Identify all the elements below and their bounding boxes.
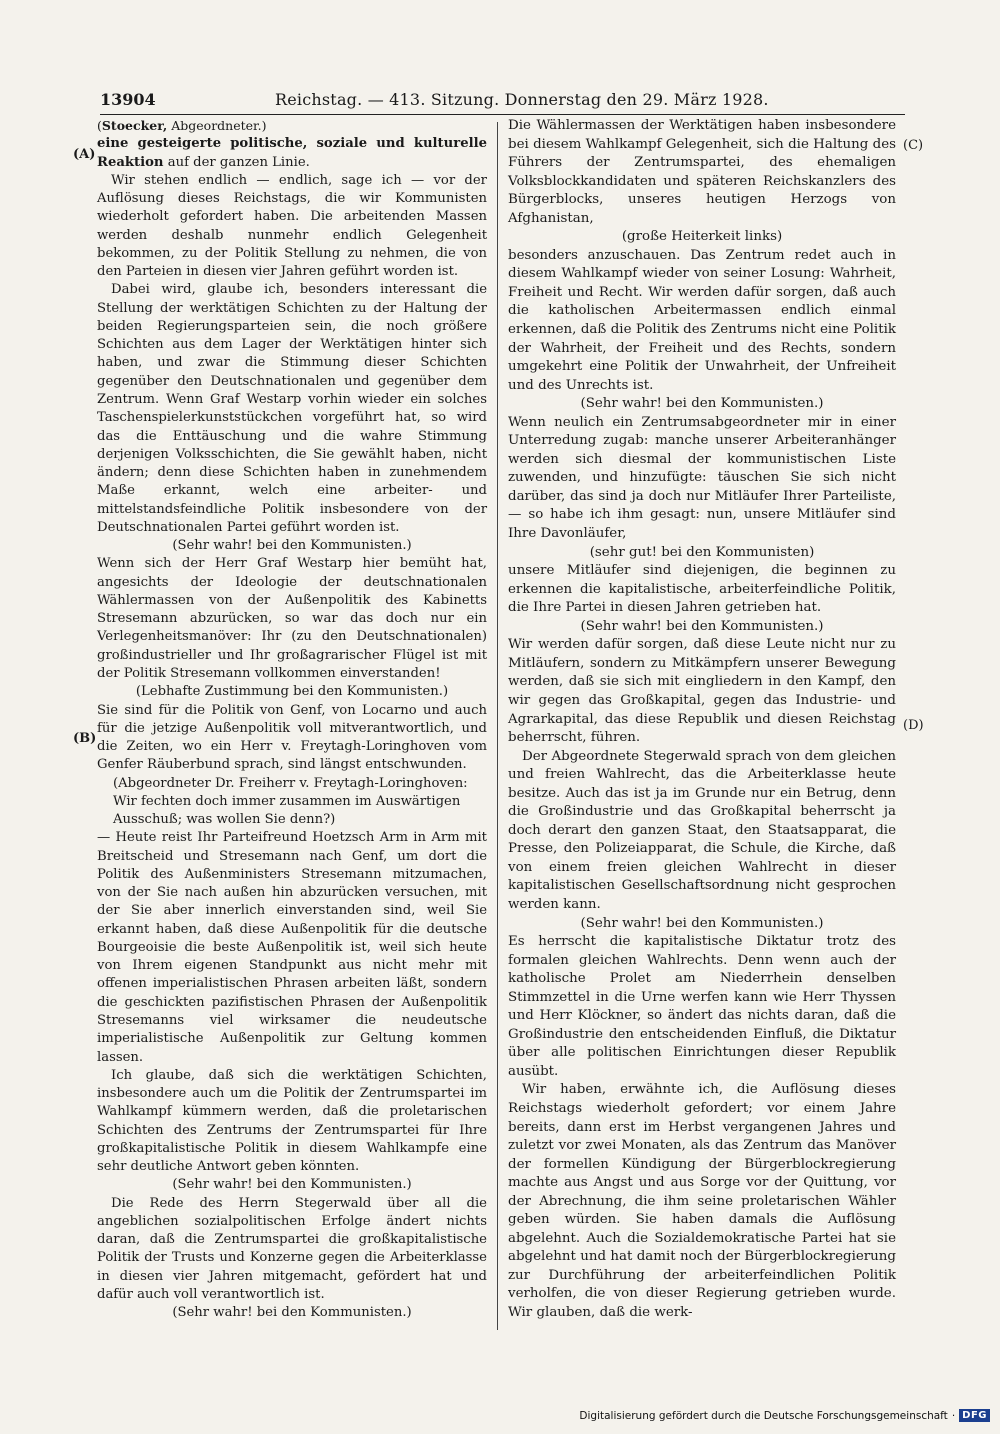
digitization-credit xyxy=(579,1409,990,1422)
margin-mark-b: (B) xyxy=(73,731,97,746)
page-number: 13904 xyxy=(100,90,156,109)
dfg-logo: DFG xyxy=(959,1409,990,1422)
interjection: (Sehr wahr! bei den Kommunisten.) xyxy=(580,618,824,634)
paragraph: Sie sind für die Politik von Genf, von Locarno und auch für die jetzige Außenpolitik voll mitverantwortlich, und die Zeiten, wo ein Herr v. Freytagh-Loringhoven vom Genfer Räuberbund sprach, sind längst entschwunden. xyxy=(97,702,487,773)
paragraph: Wenn sich der Herr Graf Westarp hier bemüht hat, angesichts der Ideologie der deutschnationalen Wählermassen von der Außenpolitik des Kabinetts Stresemann abzurücken, so war das doch nur ein Verlegenheitsmanöver: Ihr (zu den Deutschnationalen) großindustrieller und Ihr großagrarischer Flügel ist mit der Politik Stresemann vollkommen einverstanden! xyxy=(97,556,487,681)
margin-mark-a: (A) xyxy=(73,147,96,162)
interjection: (Abgeordneter Dr. Freiherr v. Freytagh-Loringhoven: Wir fechten doch immer zusammen im Auswärtigen Ausschuß; was wollen Sie denn?) xyxy=(113,775,468,828)
speaker-role: Abgeordneter. xyxy=(171,118,262,133)
paragraph xyxy=(97,135,487,172)
interjection: (Sehr wahr! bei den Kommunisten.) xyxy=(172,1177,412,1193)
paragraph: Es herrscht die kapitalistische Diktatur trotz des formalen gleichen Wahlrechts. Denn wenn auch der katholische Prolet am Niederrhein denselben Stimmzettel in die Urne werfen kann wie Herr Thyssen und Herr Klöckner, so ändert das nichts daran, daß die Großindustrie den entscheidenden Einfluß, die Diktatur über alle politischen Einrichtungen dieser Republik ausübt. xyxy=(508,934,896,1079)
interjection: (Sehr wahr! bei den Kommunisten.) xyxy=(580,915,824,931)
paragraph: Wir werden dafür sorgen, daß diese Leute nicht nur zu Mitläufern, sondern zu Mitkämpfern unserer Bewegung werden, daß sie sich mit eingliedern in den Kampf, den wir gegen das Großkapital, gegen das Industrie- und Agrarkapital, das diese Republik und diesen Reichstag beherrscht, führen. xyxy=(508,637,896,746)
speaker-name: Stoecker, xyxy=(101,118,168,133)
paragraph-text: auf der ganzen Linie. xyxy=(167,154,310,170)
paragraph: Der Abgeordnete Stegerwald sprach von dem gleichen und freien Wahlrecht, das die Arbeiterklasse heute besitze. Auch das ist ja im Grunde nur ein Betrug, denn die Großindustrie und das Großkapital beherrscht ja doch derart den ganzen Staat, den Staatsapparat, die Presse, den Polizeiapparat, die Schule, die Kirche, daß von einem freien gleichen Wahlrecht in dieser kapitalistischen Gesellschaftsordnung nicht gesprochen werden kann. xyxy=(508,748,896,912)
running-header xyxy=(100,90,905,115)
right-column xyxy=(508,117,896,1323)
column-divider xyxy=(497,122,498,1330)
header-title: Reichstag. — 413. Sitzung. Donnerstag den 29. März 1928. xyxy=(275,90,769,109)
speaker-line: (Stoecker, Abgeordneter.) xyxy=(97,118,267,133)
interjection: (große Heiterkeit links) xyxy=(621,229,783,245)
paragraph: Wir haben, erwähnte ich, die Auflösung dieses Reichstags wiederholt gefordert; vor einem Jahre bereits, dann erst im Herbst vergangenen Jahres und zuletzt vor zwei Monaten, als das Zentrum das Manöver der formellen Kündigung der Bürgerblockregierung machte aus Angst und aus Sorge vor der Quittung, vor der Abrechnung, die ihm seine proletarischen Wähler geben würden. Sie haben damals die Auflösung abgelehnt. Auch die Sozialdemokratische Partei hat sie abgelehnt und hat damit noch der Bürgerblockregierung zur Durchführung der arbeiterfeindlichen Politik verholfen, die von dieser Regierung getrieben wurde. Wir glauben, daß die werk- xyxy=(508,1082,896,1320)
interjection: (sehr gut! bei den Kommunisten) xyxy=(589,544,815,560)
interjection: (Sehr wahr! bei den Kommunisten.) xyxy=(580,396,824,412)
margin-mark-d: (D) xyxy=(903,718,924,733)
paragraph: Wenn neulich ein Zentrumsabgeordneter mir in einer Unterredung zugab: manche unserer Arbeiteranhänger werden sich diesmal der kommunistischen Liste zuwenden, und hinzufügte: täuschen Sie sich nicht darüber, das sind ja doch nur Mitläufer Ihrer Parteiliste, — so habe ich ihm gesagt: nun, unsere Mitläufer sind Ihre Davonläufer, xyxy=(508,414,896,542)
separator-dot: · xyxy=(951,1409,956,1422)
emphasis-text: eine gesteigerte politische, soziale und kulturelle Reaktion xyxy=(97,136,487,170)
interjection: (Sehr wahr! bei den Kommunisten.) xyxy=(172,1305,412,1321)
interjection: (Sehr wahr! bei den Kommunisten.) xyxy=(172,538,412,554)
paragraph: besonders anzuschauen. Das Zentrum redet auch in diesem Wahlkampf wieder von seiner Losung: Wahrheit, Freiheit und Recht. Wir werden dafür sorgen, daß auch die katholischen Arbeitermassen endlich einmal erkennen, daß die Politik des Zentrums nicht eine Politik der Wahrheit, der Freiheit und des Rechts, sondern umgekehrt eine Politik der Unwahrheit, der Unfreiheit und des Unrechts ist. xyxy=(508,247,896,393)
paragraph: Die Wählermassen der Werktätigen haben insbesondere bei diesem Wahlkampf Gelegenheit, sich die Haltung des Führers der Zentrumspartei, des ehemaligen Volksblockkandidaten und späteren Reichskanzlers des Bürgerblocks, unseres heutigen Herzogs von Afghanistan, xyxy=(508,118,896,226)
paragraph: Die Rede des Herrn Stegerwald über all die angeblichen sozialpolitischen Erfolge ändert nichts daran, daß die Zentrumspartei die großkapitalistische Politik der Trusts und Konzerne gegen die Arbeiterklasse in diesen vier Jahren mitgemacht, gefördert hat und dafür auch voll verantwortlich ist. xyxy=(97,1195,487,1302)
credit-text: Digitalisierung gefördert durch die Deutsche Forschungsgemeinschaft xyxy=(579,1409,948,1422)
paragraph: Wir stehen endlich — endlich, sage ich — vor der Auflösung dieses Reichstags, die wir Kommunisten wiederholt gefordert haben. Die arbeitenden Massen werden deshalb nunmehr endlich Gelegenheit bekommen, zu der Politik Stellung zu nehmen, die von den Parteien in diesen vier Jahren geführt worden ist. xyxy=(97,172,487,280)
paragraph: Ich glaube, daß sich die werktätigen Schichten, insbesondere auch um die Politik der Zentrumspartei im Wahlkampf kümmern werden, daß die proletarischen Schichten des Zentrums der Zentrumspartei für Ihre großkapitalistische Politik in diesem Wahlkampfe eine sehr deutliche Antwort geben könnten. xyxy=(97,1067,487,1175)
paragraph: — Heute reist Ihr Parteifreund Hoetzsch Arm in Arm mit Breitscheid und Stresemann nach Genf, um dort die Politik des Außenministers Stresemann mitzumachen, von der Sie nach außen hin abzurücken versuchen, mit der Sie aber innerlich einverstanden sind, weil Sie erkannt haben, daß diese Außenpolitik für die deutsche Bourgeoisie die beste Außenpolitik ist, weil sich heute von Ihrem eigenen Standpunkt aus nicht mehr mit offenen imperialistischen Phrasen arbeiten läßt, sondern die geschickten pazifistischen Phrasen der Außenpolitik Stresemanns viel wirksamer die neudeutsche imperialistische Außenpolitik zur Geltung kommen lassen. xyxy=(97,830,487,1065)
paragraph: unsere Mitläufer sind diejenigen, die beginnen zu erkennen die kapitalistische, arbeiterfeindliche Politik, die Ihre Partei in diesen Jahren getrieben hat. xyxy=(508,563,896,616)
interjection: (Lebhafte Zustimmung bei den Kommunisten.) xyxy=(135,684,449,700)
margin-mark-c: (C) xyxy=(903,138,924,153)
left-column xyxy=(97,117,487,1323)
paragraph: Dabei wird, glaube ich, besonders interessant die Stellung der werktätigen Schichten zu der Haltung der beiden Regierungsparteien sein, die noch größere Schichten aus dem Lager der Werktätigen hinter sich haben, und zwar die Stimmung dieser Schichten gegenüber den Deutschnationalen und gegenüber dem Zentrum. Wenn Graf Westarp vorhin wieder ein solches Taschenspielerkunststückchen vorgeführt hat, so wird das die Enttäuschung und die wahre Stimmung derjenigen Volksschichten, die Sie gewählt haben, nicht ändern; denn diese Schichten haben in zunehmendem Maße erkannt, welch eine arbeiter- und mittelstandsfeindliche Politik insbesondere von der Deutschnationalen Partei geführt worden ist. xyxy=(97,282,487,535)
